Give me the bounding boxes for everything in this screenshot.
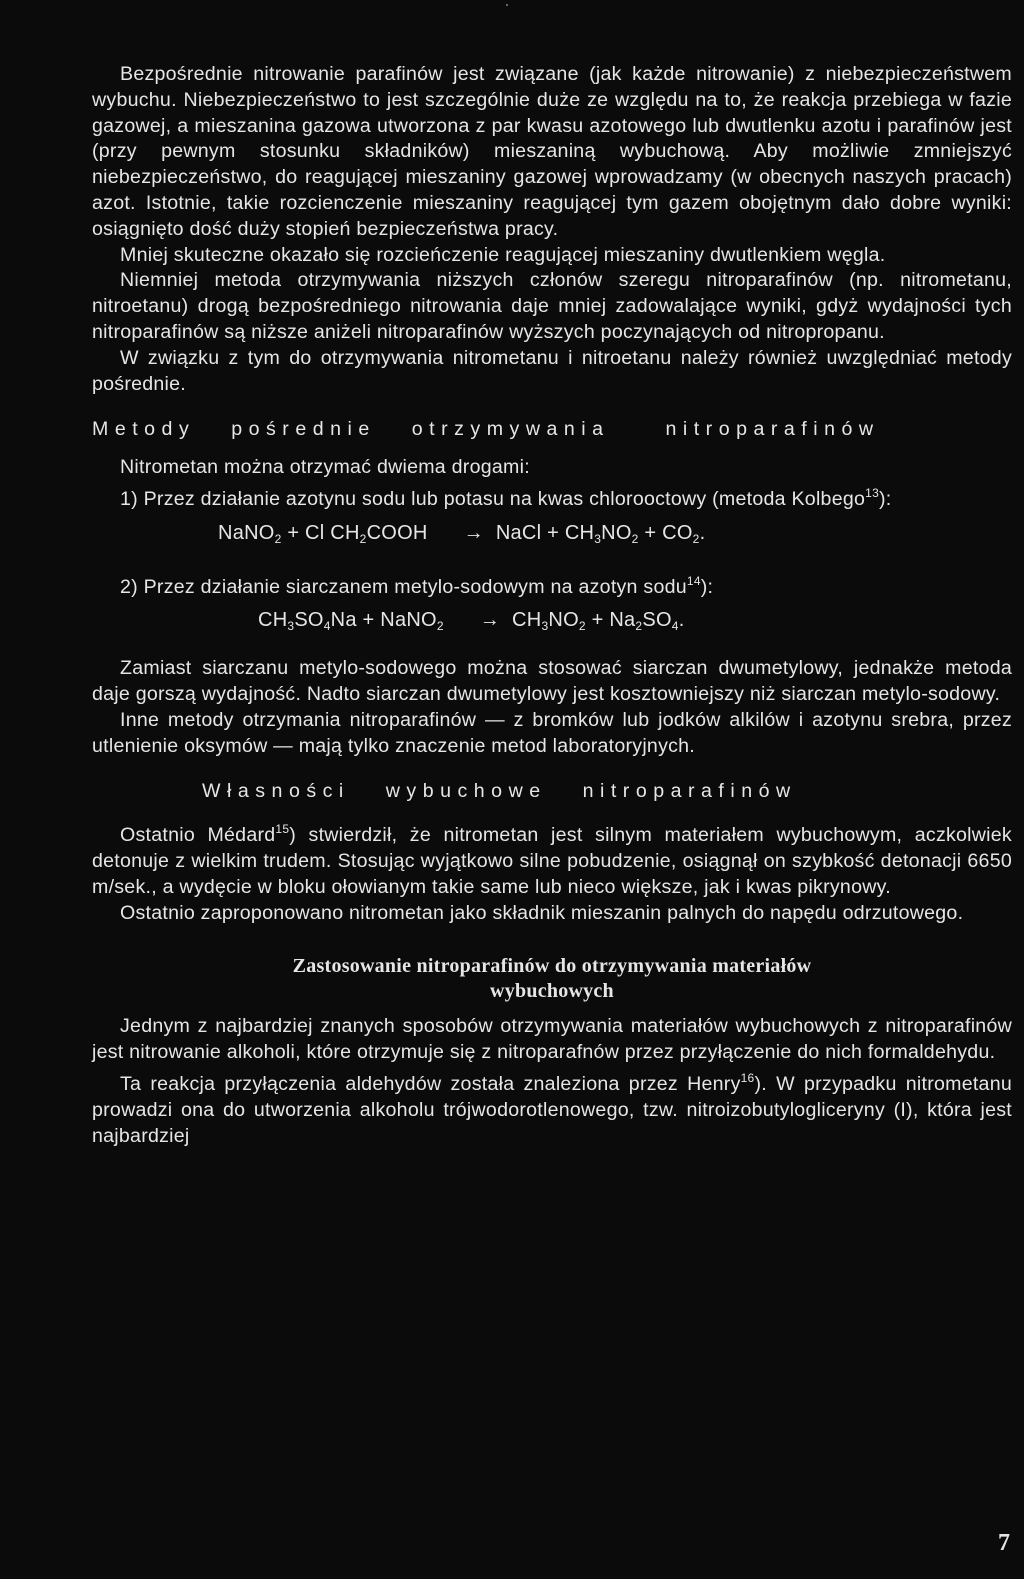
henry-text-continued: ). W przypadku nitrometanu prowadzi ona do utworzenia alkoholu trójwodorotlenowego, tzw. nitroizobutylogliceryny (I), która jest najbardziej <box>92 1072 1012 1147</box>
heading-word: nitroparafinów <box>582 780 797 803</box>
heading-line-2: wybuchowych <box>490 980 614 1003</box>
paragraph-two-routes: Nitrometan można otrzymać dwiema drogami: <box>120 456 530 479</box>
paragraph-indirect-methods: W związku z tym do otrzymywania nitrometanu i nitroetanu należy również uwzględniać metody pośrednie. <box>92 346 1012 395</box>
paragraph-method-2 <box>92 569 1012 601</box>
medard-text: Ostatnio Médard <box>120 824 276 847</box>
paragraph-henry-reaction <box>92 1066 1012 1149</box>
method-2-end: ): <box>700 575 714 598</box>
heading-word: Metody <box>92 418 196 441</box>
henry-text: Ta reakcja przyłączenia aldehydów została znaleziona przez Henry <box>120 1072 741 1095</box>
heading-word: otrzymywania <box>411 418 610 441</box>
section-heading-indirect-methods <box>92 417 1012 443</box>
reaction-2-rhs: $CH_3NO_2 + Na_2SO_4$. <box>512 609 685 634</box>
reference-13: 13 <box>865 485 879 500</box>
heading-word: nitroparafinów <box>665 418 880 441</box>
medard-text-continued: ) stwierdził, że nitrometan jest silnym materiałem wybuchowym, aczkolwiek detonuje z wielkim trudem. Stosując wyjątkowo silne pobudzenie, osiągnął on szybkość detonacji 6650 m/sek., a wydęcie w bloku ołowianym takie same lub nieco większe, jak i kwas pikrynowy. <box>92 824 1012 898</box>
paragraph-lab-methods: Inne metody otrzymania nitroparafinów — z bromków lub jodków alkilów i azotynu srebra, przez utlenienie oksymów — mają tylko znaczenie metod laboratoryjnych. <box>92 708 1012 757</box>
method-2-text: 2) Przez działanie siarczanem metylo-sodowym na azotyn sodu <box>120 575 687 598</box>
paragraph-jet-propulsion: Ostatnio zaproponowano nitrometan jako składnik mieszanin palnych do napędu odrzutowego. <box>120 901 964 924</box>
reaction-1-rhs: NaCl + $CH_3NO_2 + CO_2$. <box>495 521 706 546</box>
paragraph-lower-members: Niemniej metoda otrzymywania niższych członów szeregu nitroparafinów (np. nitrometanu, nitroetanu) drogą bezpośredniego nitrowania daje mniej zadowalające wyniki, gdyż wydajności tych nitroparafinów są niższe aniżeli nitroparafinów wyższych poczynających od nitropropanu. <box>92 269 1012 343</box>
heading-line-1: Zastosowanie nitroparafinów do otrzymywania materiałów <box>292 955 812 978</box>
arrow-icon: → <box>479 609 501 632</box>
reaction-2-lhs: $CH_3SO_4Na$ + NaNO$_2$ <box>258 609 444 634</box>
heading-word: wybuchowe <box>385 780 547 803</box>
heading-word: Własności <box>202 780 350 803</box>
paragraph-explosion-hazard: Bezpośrednie nitrowanie parafinów jest związane (jak każde nitrowanie) z niebezpieczeństwem wybuchu. Niebezpieczeństwo to jest szczególnie duże ze względu na to, że reakcja przebiega w fazie gazowej, a mieszanina gazowa utworzona z par kwasu azotowego lub dwutlenku azotu i parafinów jest (przy pewnym stosunku składników) mieszaniną wybuchową. Aby możliwie zmniejszyć niebezpieczeństwo, do reagującej mieszaniny gazowej wprowadzamy (w obecnych naszych pracach) azot. Istotnie, takie rozcienczenie mieszaniny reagującej tym gazem obojętnym dało dobre wyniki: osiągnięto dość duży stopień bezpieczeństwa pracy. <box>92 63 1012 240</box>
paragraph-nitration-of-alcohols: Jednym z najbardziej znanych sposobów otrzymywania materiałów wybuchowych z nitroparafinów jest nitrowanie alkoholi, które otrzymuje się z nitroparafnów przez przyłączenie do nich formaldehydu. <box>92 1015 1012 1064</box>
method-1-end: ): <box>879 487 892 510</box>
paragraph-method-1 <box>92 481 1012 513</box>
reaction-2 <box>92 608 1012 640</box>
reference-14: 14 <box>686 573 701 588</box>
reaction-1-lhs: NaNO$_2$ + Cl $CH_2COOH$ <box>218 521 428 546</box>
paragraph-medard <box>92 817 1012 900</box>
document-page <box>92 62 1012 1149</box>
paragraph-dimethyl-sulfate: Zamiast siarczanu metylo-sodowego można stosować siarczan dwumetylowy, jednakże metoda daje gorszą wydajność. Nadto siarczan dwumetylowy jest kosztowniejszy niż siarczan metylo-sodowy. <box>92 657 1012 705</box>
page-number: 7 <box>998 1530 1010 1556</box>
section-heading-applications <box>92 954 1012 1004</box>
arrow-icon: → <box>463 521 484 544</box>
heading-word: pośrednie <box>231 418 376 441</box>
reaction-1 <box>92 521 1012 553</box>
scan-mark <box>506 4 508 6</box>
section-heading-explosive-properties <box>92 779 1012 805</box>
reference-16: 16 <box>740 1070 755 1085</box>
method-1-text: 1) Przez działanie azotynu sodu lub potasu na kwas chlorooctowy (metoda Kolbego <box>120 487 866 510</box>
reference-15: 15 <box>275 822 290 837</box>
paragraph-co2-dilution: Mniej skuteczne okazało się rozcieńczenie reagującej mieszaniny dwutlenkiem węgla. <box>120 243 886 266</box>
